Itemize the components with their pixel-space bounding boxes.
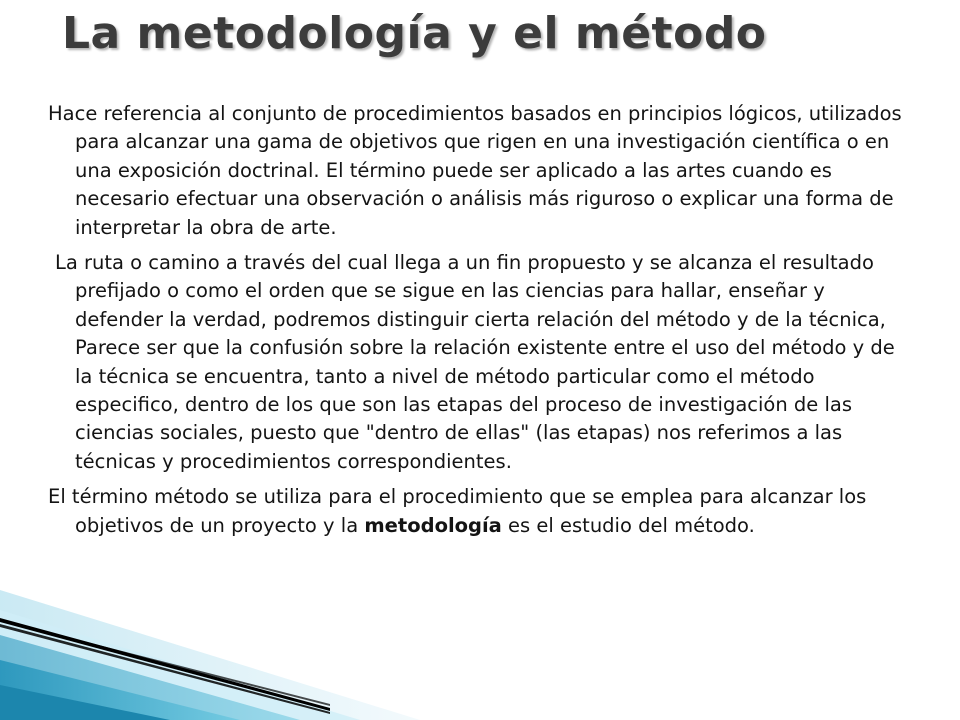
paragraph-3-text-start: El término método se utiliza para el procedimiento que se emplea para alcanzar los objetivos de un proyecto y la bbox=[48, 485, 867, 537]
slide-body bbox=[48, 100, 918, 547]
paragraph-3-bold-term: metodología bbox=[364, 513, 502, 537]
slide-title: La metodología y el método bbox=[62, 8, 767, 59]
paragraph-3-text-end: es el estudio del método. bbox=[501, 513, 755, 537]
paragraph-3 bbox=[48, 483, 918, 540]
decorative-wave-stripes bbox=[0, 580, 420, 720]
paragraph-2: La ruta o camino a través del cual llega a un fin propuesto y se alcanza el resultado prefijado o como el orden que se sigue en las ciencias para hallar, enseñar y defender la verdad, podremos distinguir cierta relación del método y de la técnica, Parece ser que la confusión sobre la relación existente entre el uso del método y de la técnica se encuentra, tanto a nivel de método particular como el método especifico, dentro de los que son las etapas del proceso de investigación de las ciencias sociales, puesto que "dentro de ellas" (las etapas) nos referimos a las técnicas y procedimientos correspondientes. bbox=[55, 251, 895, 473]
paragraph-1: Hace referencia al conjunto de procedimientos basados en principios lógicos, utilizados para alcanzar una gama de objetivos que rigen en una investigación científica o en una exposición doctrinal. El término puede ser aplicado a las artes cuando es necesario efectuar una observación o análisis más riguroso o explicar una forma de interpretar la obra de arte. bbox=[48, 102, 902, 239]
